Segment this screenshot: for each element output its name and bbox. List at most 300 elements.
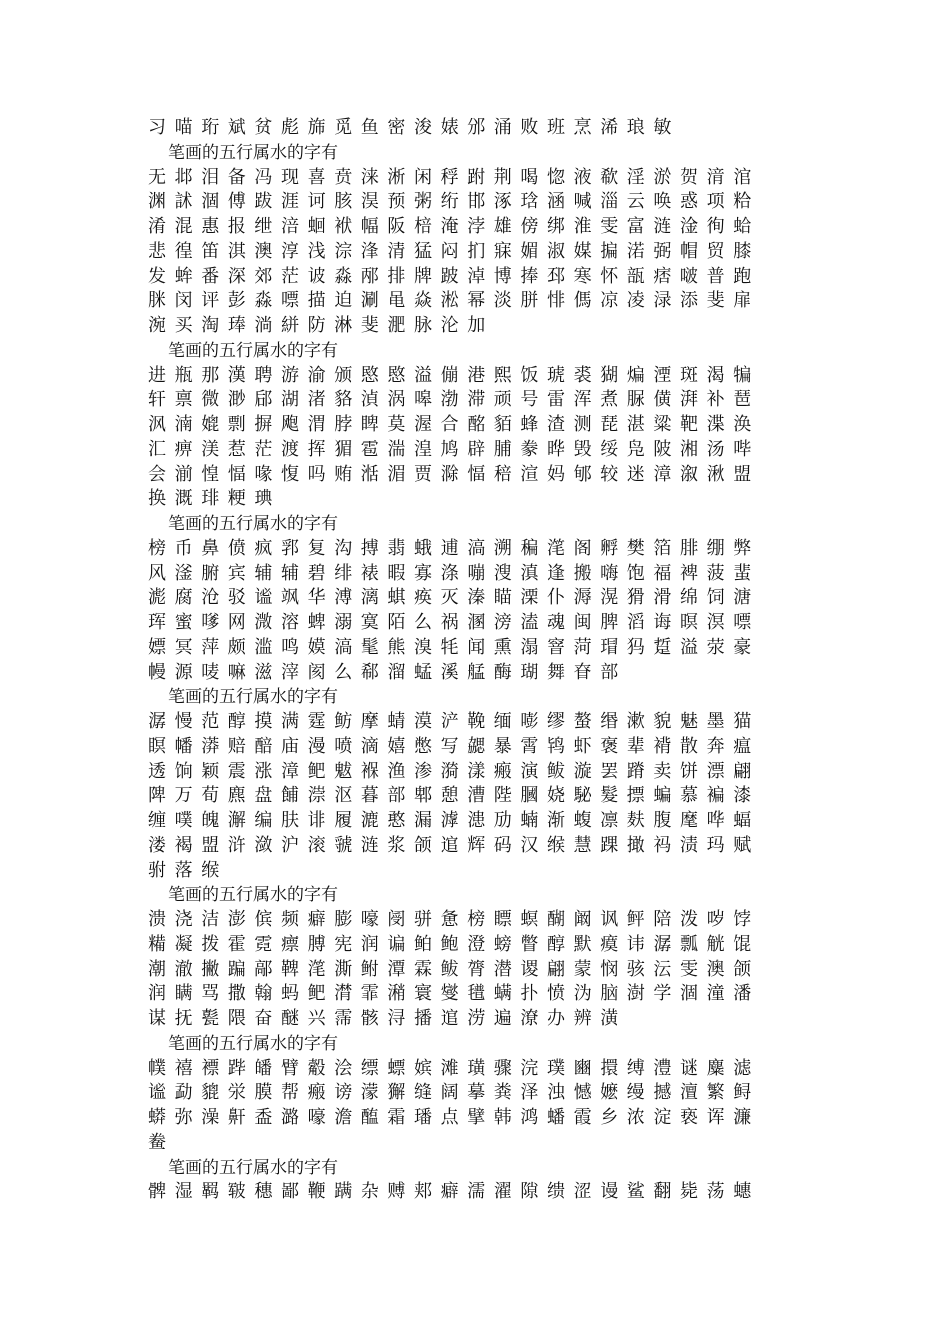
character: 鲟 <box>733 1082 752 1104</box>
character: 涨 <box>254 760 273 782</box>
character: 唛 <box>201 661 220 683</box>
character: 番 <box>201 265 220 287</box>
character: 麃 <box>227 785 246 807</box>
character: 瓶 <box>174 364 193 386</box>
character: 淫 <box>626 166 645 188</box>
character: 沪 <box>281 834 299 856</box>
character: 辨 <box>573 1008 592 1029</box>
character: 溻 <box>520 636 539 658</box>
character: 缠 <box>148 810 166 831</box>
character: 撒 <box>227 983 246 1005</box>
character: 肤 <box>281 810 299 831</box>
character: 皤 <box>254 1057 273 1079</box>
character: 渌 <box>653 290 672 312</box>
character: 澎 <box>227 909 246 930</box>
character: 旆 <box>307 117 326 138</box>
character: 博 <box>493 265 512 287</box>
character: 涴 <box>148 315 166 336</box>
character: 弼 <box>653 240 672 262</box>
character: 醐 <box>547 909 565 930</box>
character: 帽 <box>680 240 698 262</box>
character: 闲 <box>414 166 432 188</box>
character: 涿 <box>493 191 512 213</box>
character: 牌 <box>414 265 432 287</box>
character: 徇 <box>706 216 725 237</box>
character: 阪 <box>387 216 406 237</box>
character: 箔 <box>653 537 672 559</box>
character: 璠 <box>414 1107 432 1128</box>
character: 哔 <box>733 438 752 460</box>
character: 霜 <box>387 1107 406 1128</box>
character: 贲 <box>334 166 353 188</box>
character: 落 <box>174 859 193 881</box>
character: 暴 <box>493 735 512 757</box>
character: 愍 <box>360 364 379 386</box>
character: 哗 <box>706 810 725 831</box>
character-line <box>146 1057 806 1081</box>
character: 傌 <box>573 290 592 312</box>
character: 涟 <box>360 834 379 856</box>
character-line <box>146 487 806 511</box>
character: 蹁 <box>227 958 246 980</box>
character: 浚 <box>414 117 432 138</box>
character: 频 <box>281 909 299 930</box>
character: 郛 <box>281 537 299 559</box>
character: 欷 <box>600 166 619 188</box>
character: 赋 <box>733 834 752 856</box>
character: 嫖 <box>148 636 166 658</box>
character: 寒 <box>573 265 592 287</box>
character: 漕 <box>467 785 486 807</box>
character: 邯 <box>467 191 486 213</box>
character: 涯 <box>281 191 299 213</box>
character: 郫 <box>414 785 432 807</box>
character: 滮 <box>148 587 166 609</box>
character: 淞 <box>440 290 459 312</box>
character: 贫 <box>254 117 273 138</box>
character: 唤 <box>653 191 672 213</box>
character: 萍 <box>201 636 220 658</box>
character: 渤 <box>440 389 459 411</box>
character: 涣 <box>733 414 752 435</box>
character: 憋 <box>414 735 432 757</box>
character: 珲 <box>148 612 166 633</box>
character: 脑 <box>600 983 619 1005</box>
character: 脯 <box>493 438 512 460</box>
character: 撇 <box>201 958 220 980</box>
character: 酩 <box>467 414 486 435</box>
character: 诨 <box>706 1107 725 1128</box>
character: 灭 <box>440 587 459 609</box>
character: 揙 <box>600 240 619 262</box>
character: 琶 <box>733 389 752 411</box>
character: 满 <box>281 711 299 732</box>
character: 稃 <box>440 166 459 188</box>
character: 幞 <box>148 1057 166 1079</box>
character: 谋 <box>148 1008 166 1029</box>
character: 学 <box>653 983 672 1005</box>
character: 湫 <box>706 463 725 485</box>
character: 碧 <box>307 562 326 584</box>
character: 云 <box>626 191 645 213</box>
character: 喜 <box>307 166 326 188</box>
character: 卖 <box>653 760 672 782</box>
character: 潘 <box>733 983 752 1005</box>
character: 瞥 <box>520 933 539 955</box>
character-line <box>146 1106 806 1130</box>
character: 骸 <box>360 1008 379 1029</box>
character: 淮 <box>573 216 592 237</box>
character: 腓 <box>680 537 698 559</box>
character: 演 <box>520 760 539 782</box>
character: 劢 <box>493 810 512 831</box>
character: 履 <box>334 810 353 831</box>
character: 溶 <box>281 612 299 633</box>
character: 嫫 <box>307 636 326 658</box>
character: 淀 <box>653 1107 672 1128</box>
character: 荡 <box>706 1181 725 1203</box>
character: 闻 <box>467 636 486 658</box>
character: 惹 <box>227 438 246 460</box>
character: 螃 <box>493 933 512 955</box>
character: 愊 <box>227 463 246 485</box>
character: 那 <box>201 364 220 386</box>
character: 散 <box>680 735 698 757</box>
character: 漆 <box>733 785 752 807</box>
character: 币 <box>174 537 193 559</box>
character: 螵 <box>387 1057 406 1079</box>
character: 禀 <box>174 389 193 411</box>
character: 辟 <box>467 438 486 460</box>
character: 鸠 <box>440 438 459 460</box>
character: 溃 <box>148 909 166 930</box>
character: 陛 <box>493 785 512 807</box>
character-line <box>146 809 806 833</box>
character: 斌 <box>227 117 246 138</box>
character: 溘 <box>520 612 539 633</box>
character: 涞 <box>360 166 379 188</box>
character: 赔 <box>227 735 246 757</box>
character: 絣 <box>281 315 299 336</box>
character: 雄 <box>493 216 512 237</box>
character: 粪 <box>493 1082 512 1104</box>
character: 稨 <box>520 537 539 559</box>
character: 福 <box>653 562 672 584</box>
character: 浅 <box>307 240 326 262</box>
character: 淦 <box>680 216 698 237</box>
character: 写 <box>440 735 459 757</box>
character: 淘 <box>201 315 220 336</box>
character: 排 <box>387 265 406 287</box>
character: 漓 <box>360 587 379 609</box>
character: 潋 <box>254 834 273 856</box>
character: 幔 <box>148 661 166 683</box>
character: 蜚 <box>733 562 752 584</box>
character: 陂 <box>653 438 672 460</box>
character: 韩 <box>493 1107 512 1128</box>
character: 滗 <box>307 958 326 980</box>
character: 号 <box>520 389 539 411</box>
character: 辉 <box>467 834 486 856</box>
character: 澧 <box>653 1057 672 1079</box>
character: 瘟 <box>733 735 752 757</box>
character: 鄗 <box>254 958 273 980</box>
character: 诃 <box>307 191 326 213</box>
character: 蛤 <box>733 216 752 237</box>
character: 辅 <box>281 562 299 584</box>
character: 部 <box>387 785 406 807</box>
character: 痹 <box>174 438 193 460</box>
character: 粥 <box>414 191 432 213</box>
character: 鞭 <box>307 1181 326 1203</box>
character: 妈 <box>547 463 565 485</box>
character: 傧 <box>254 909 273 930</box>
character: 裘 <box>573 364 592 386</box>
character: 缚 <box>626 1057 645 1079</box>
character: 膨 <box>334 909 353 930</box>
character: 溪 <box>440 661 459 683</box>
character: 挥 <box>307 438 326 460</box>
character: 鲍 <box>440 933 459 955</box>
character: 闵 <box>174 290 193 312</box>
character: 瑚 <box>520 661 539 683</box>
character: 偾 <box>227 537 246 559</box>
character: 彪 <box>281 117 299 138</box>
character: 诐 <box>307 265 326 287</box>
section-heading: 笔画的五行属水的字有 <box>168 142 338 163</box>
character: 臂 <box>281 1057 299 1079</box>
character: 蒙 <box>573 958 592 980</box>
character: 愎 <box>281 463 299 485</box>
character: 寰 <box>414 983 432 1005</box>
character: 蜢 <box>414 661 432 683</box>
character-line <box>146 215 806 239</box>
character: 鲆 <box>626 909 645 930</box>
character: 氆 <box>467 983 486 1005</box>
character: 溉 <box>174 488 193 510</box>
character: 风 <box>148 562 166 584</box>
character: 淑 <box>547 240 565 262</box>
character: 漪 <box>440 760 459 782</box>
character: 邠 <box>467 117 486 138</box>
character: 慕 <box>680 785 698 807</box>
character: 现 <box>281 166 299 188</box>
character: 涸 <box>680 983 698 1005</box>
character: 蹒 <box>334 1181 353 1203</box>
character: 溟 <box>706 612 725 633</box>
character: 瘢 <box>307 1082 326 1104</box>
character: 蛔 <box>307 216 326 237</box>
character: 溱 <box>467 587 486 609</box>
character: 褾 <box>201 1057 220 1079</box>
character: 浔 <box>387 1008 406 1029</box>
character: 溜 <box>387 661 406 683</box>
character: 泶 <box>227 1082 246 1104</box>
character: 蟠 <box>547 1107 565 1128</box>
character: 邶 <box>174 166 193 188</box>
character: 范 <box>201 711 220 732</box>
character-line <box>146 314 806 338</box>
character-line <box>146 859 806 883</box>
character: 鼾 <box>227 1107 246 1128</box>
character: 溯 <box>493 537 512 559</box>
character: 评 <box>201 290 220 312</box>
character: 绗 <box>440 191 459 213</box>
character: 癖 <box>307 909 326 930</box>
character: 愤 <box>547 983 565 1005</box>
character: 跑 <box>733 265 752 287</box>
character: 编 <box>254 810 273 831</box>
character: 溦 <box>254 612 273 633</box>
character: 漂 <box>706 760 725 782</box>
character: 缅 <box>493 711 512 732</box>
character: 弊 <box>733 537 752 559</box>
character: 稖 <box>493 463 512 485</box>
character: 蝮 <box>573 810 592 831</box>
character: 漉 <box>360 810 379 831</box>
character: 绵 <box>680 587 698 609</box>
character: 瞑 <box>148 735 166 757</box>
character: 膜 <box>254 1082 273 1104</box>
character: 谤 <box>334 1082 353 1104</box>
character: 漏 <box>414 810 432 831</box>
character: 裱 <box>360 562 379 584</box>
character: 駜 <box>573 785 592 807</box>
character: 榜 <box>148 537 166 559</box>
character: 熏 <box>493 636 512 658</box>
character: 绁 <box>254 216 273 237</box>
character: 淼 <box>334 265 353 287</box>
character: 胲 <box>334 191 353 213</box>
character: 潺 <box>148 711 166 732</box>
character: 穗 <box>254 1181 273 1203</box>
character: 醇 <box>547 933 565 955</box>
character: 嗥 <box>414 389 432 411</box>
character: 网 <box>227 612 246 633</box>
character: 滑 <box>653 587 672 609</box>
character: 嘌 <box>281 290 299 312</box>
character: 喝 <box>520 166 539 188</box>
character: 摸 <box>254 711 273 732</box>
character: 溲 <box>493 562 512 584</box>
character-line <box>146 710 806 734</box>
character: 膊 <box>307 933 326 955</box>
character: 婊 <box>440 117 459 138</box>
character: 脖 <box>334 414 353 435</box>
character: 脾 <box>600 612 619 633</box>
character: 琲 <box>201 488 220 510</box>
character: 鲨 <box>626 1181 645 1203</box>
character: 脒 <box>148 290 166 312</box>
character: 泽 <box>520 1082 539 1104</box>
character: 澈 <box>174 958 193 980</box>
character: 沤 <box>334 785 353 807</box>
character: 溆 <box>680 463 698 485</box>
character: 觅 <box>334 117 353 138</box>
character: 鄙 <box>281 1181 299 1203</box>
character: 液 <box>573 166 592 188</box>
character: 涵 <box>547 191 565 213</box>
section-heading: 笔画的五行属水的字有 <box>168 687 338 708</box>
character: 缋 <box>547 1181 565 1203</box>
character: 猸 <box>334 438 353 460</box>
character: 喷 <box>334 735 353 757</box>
character: 髮 <box>600 785 619 807</box>
character: 傅 <box>227 191 246 213</box>
character: 糒 <box>148 933 166 955</box>
character: 弥 <box>174 1107 193 1128</box>
character: 渫 <box>706 414 725 435</box>
character: 渔 <box>387 760 406 782</box>
character: 淏 <box>360 191 379 213</box>
character: 奋 <box>254 1008 273 1029</box>
character: 黾 <box>387 290 406 312</box>
character: 慢 <box>174 711 193 732</box>
character: 遍 <box>493 1008 512 1029</box>
character: 谜 <box>680 1057 698 1079</box>
character: 傍 <box>520 216 539 237</box>
character: 沨 <box>148 414 166 435</box>
character: 腹 <box>653 810 672 831</box>
character: 飑 <box>281 414 299 435</box>
character: 雷 <box>547 389 565 411</box>
character: 湇 <box>706 166 725 188</box>
character: 斐 <box>706 290 725 312</box>
character: 翩 <box>733 760 752 782</box>
character: 傰 <box>440 364 459 386</box>
character: 褐 <box>174 834 193 856</box>
character: 燮 <box>440 983 459 1005</box>
character: 溧 <box>520 587 539 609</box>
character: 陌 <box>387 612 406 633</box>
character: 浲 <box>360 240 379 262</box>
character: 擐 <box>600 1057 619 1079</box>
character: 膂 <box>467 958 486 980</box>
character: 饽 <box>733 909 752 930</box>
character: 踝 <box>600 834 619 856</box>
character: 烹 <box>573 117 592 138</box>
character: 幂 <box>467 290 486 312</box>
character: 盉 <box>254 1107 273 1128</box>
character: 蹐 <box>626 760 645 782</box>
character: 谝 <box>387 933 406 955</box>
character: 貉 <box>334 389 353 411</box>
character: 班 <box>547 117 565 138</box>
character: 勰 <box>467 735 486 757</box>
character: 皲 <box>227 1181 246 1203</box>
character: 蟪 <box>733 1181 752 1203</box>
character: 郏 <box>414 1181 432 1203</box>
character-line <box>146 982 806 1006</box>
character: 菏 <box>573 636 592 658</box>
character: 防 <box>307 315 326 336</box>
character: 涫 <box>733 166 752 188</box>
character-line <box>146 1131 806 1155</box>
character: 微 <box>201 389 220 411</box>
character: 虾 <box>573 735 592 757</box>
character: 郈 <box>254 389 273 411</box>
character: 澌 <box>334 958 353 980</box>
character: 撼 <box>653 1082 672 1104</box>
character: 逭 <box>440 1008 459 1029</box>
character: 浣 <box>520 1057 539 1079</box>
character: 蜜 <box>174 612 193 633</box>
character: 淡 <box>493 290 512 312</box>
character: 褙 <box>653 735 672 757</box>
character: 瞒 <box>174 983 193 1005</box>
character: 粱 <box>653 414 672 435</box>
character: 暮 <box>360 785 379 807</box>
